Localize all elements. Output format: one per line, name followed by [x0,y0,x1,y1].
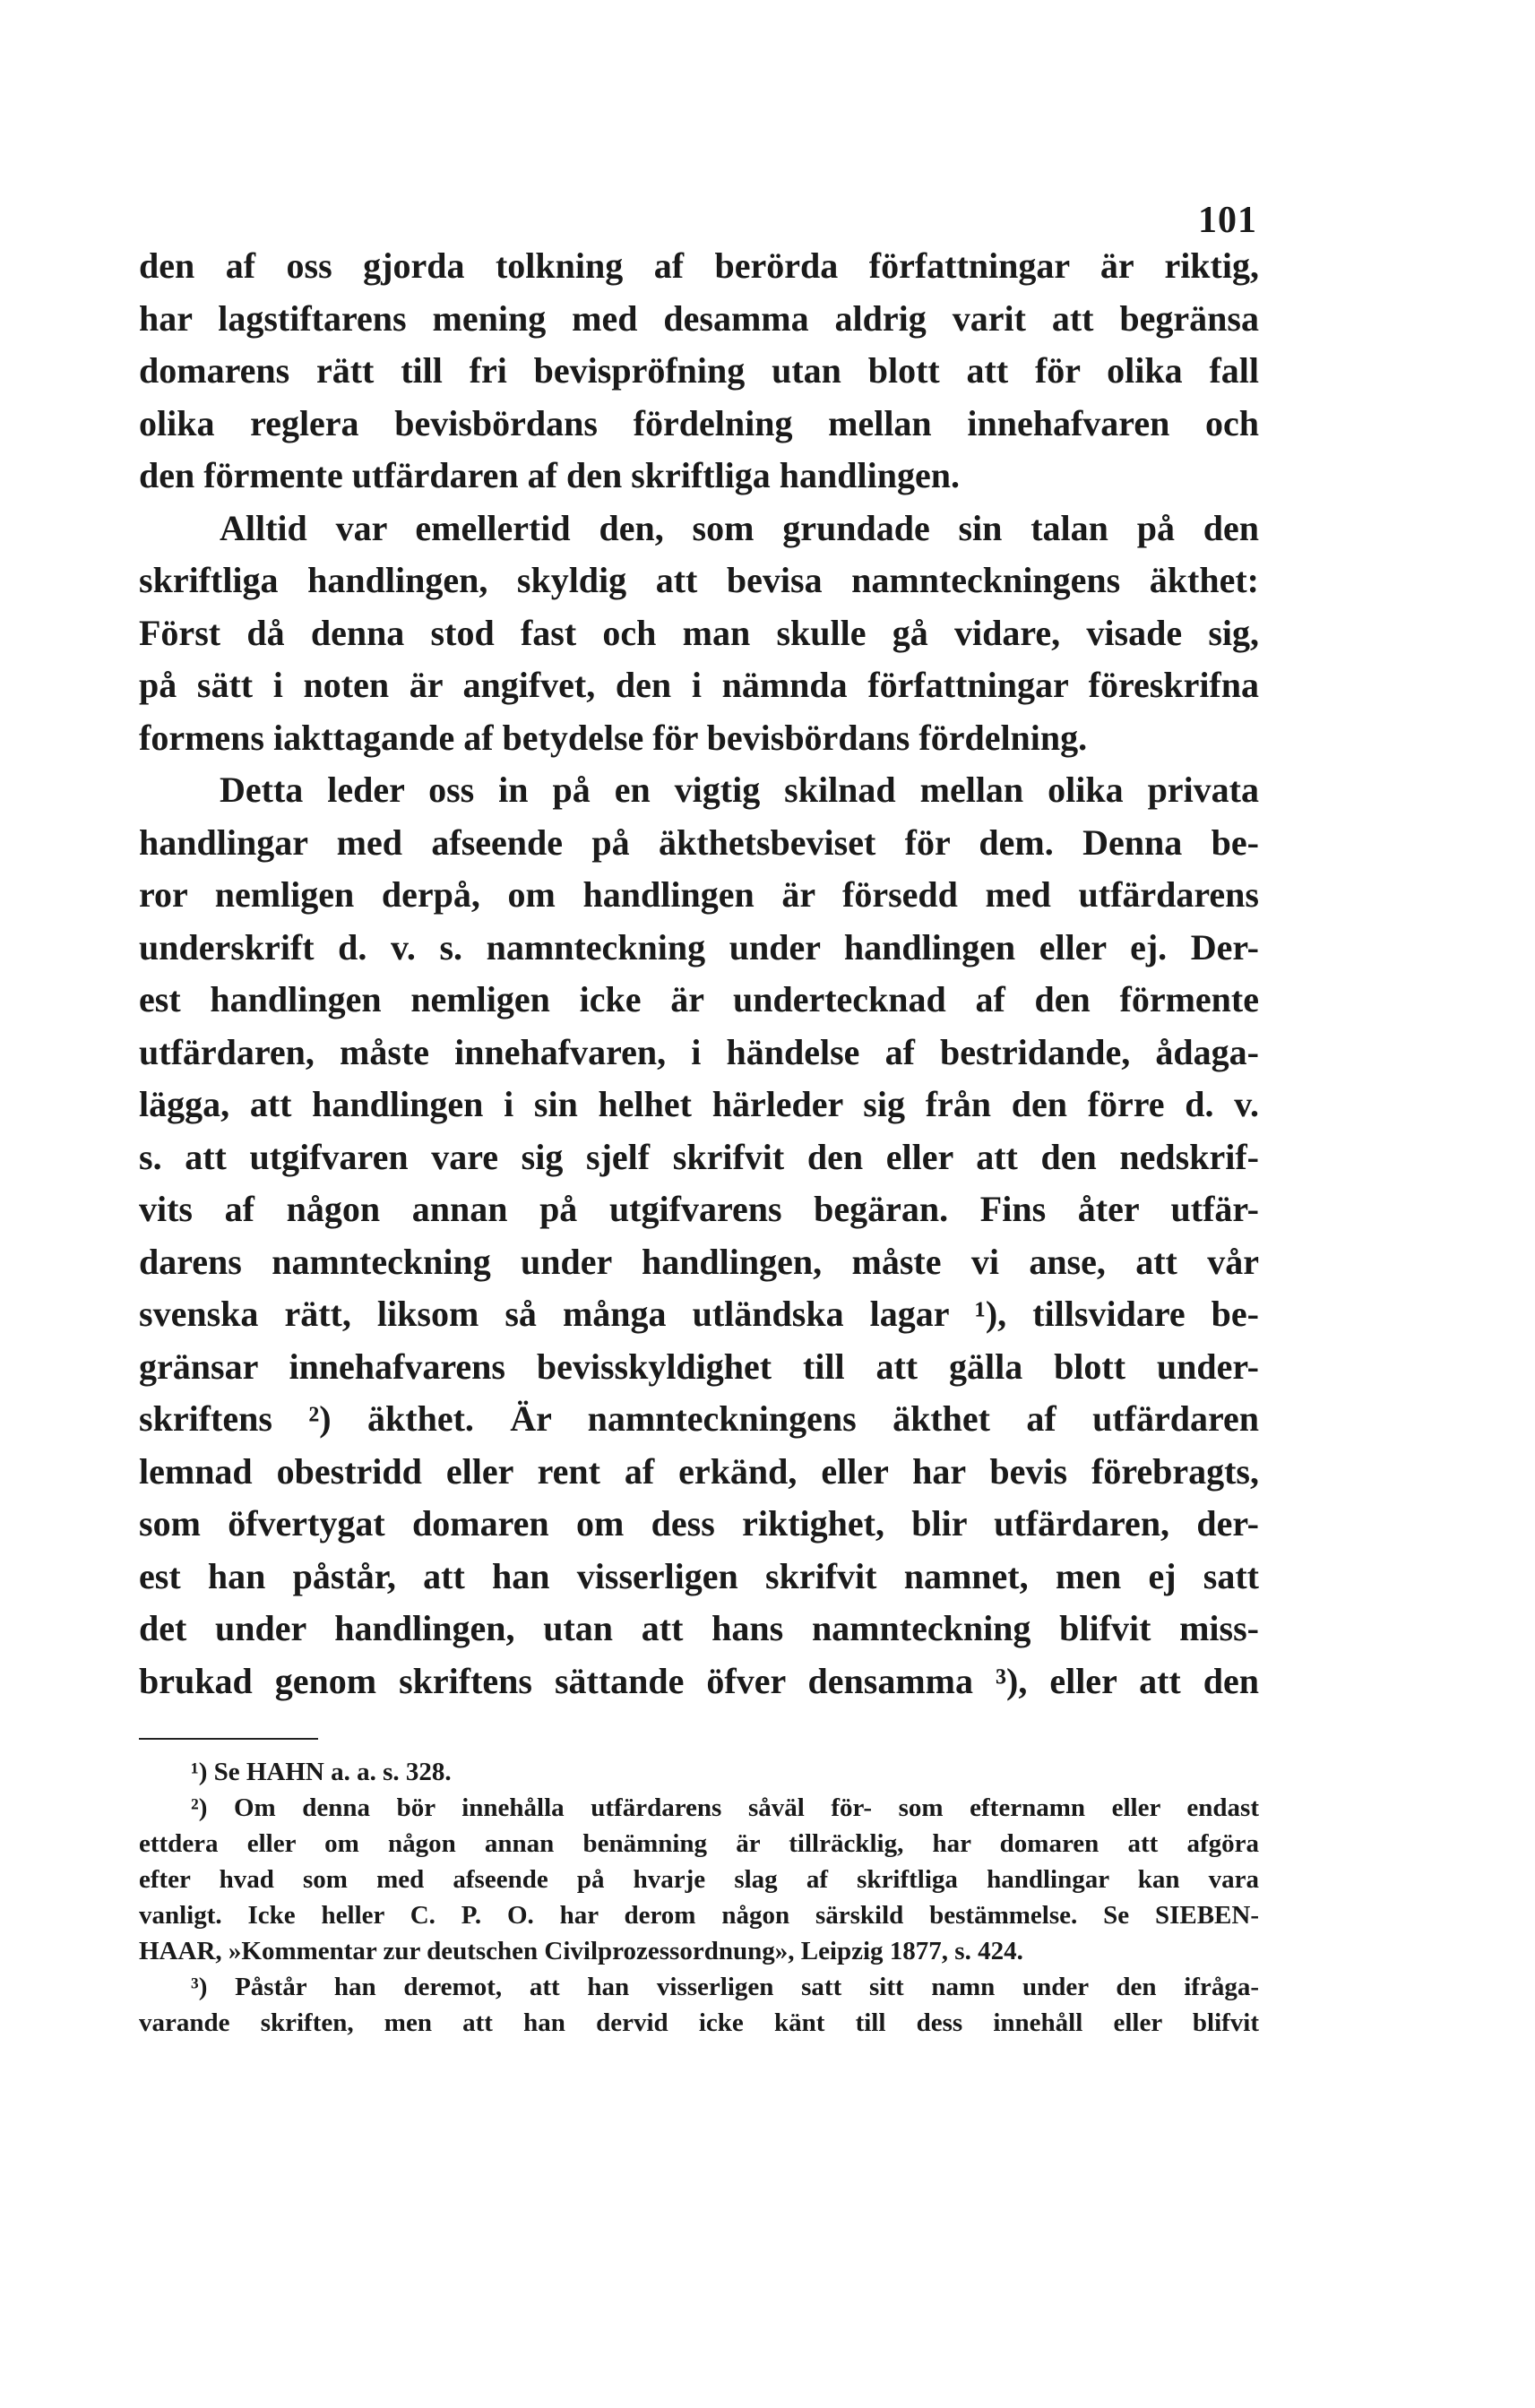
body-line: utfärdaren, måste innehafvaren, i händelse af bestridande, ådaga- [139,1031,1259,1072]
body-line: gränsar innehafvarens bevisskyldighet till att gälla blott under- [139,1346,1259,1387]
body-line: s. att utgifvaren vare sig sjelf skrifvit den eller att den nedskrif- [139,1136,1259,1177]
footnote-line: varande skriften, men att han dervid icke känt till dess innehåll eller blifvit [139,2008,1259,2037]
footnote-line: HAAR, »Kommentar zur deutschen Civilprozessordnung», Leipzig 1877, s. 424. [139,1937,1023,1965]
body-line: som öfvertygat domaren om dess riktighet, blir utfärdaren, der- [139,1503,1259,1544]
body-line: est han påstår, att han visserligen skrifvit namnet, men ej satt [139,1555,1259,1596]
footnote-3: ³) Påstår han deremot, att han visserligen satt sitt namn under den ifråga- [191,1973,1259,2001]
body-line: lemnad obestridd eller rent af erkänd, eller har bevis förebragts, [139,1450,1259,1492]
body-line: est handlingen nemligen icke är undertecknad af den förmente [139,979,1259,1019]
body-line: skriftliga handlingen, skyldig att bevisa namnteckningens äkthet: [139,560,1259,600]
paragraph-start-line: Detta leder oss in på en vigtig skilnad mellan olika privata [220,770,1259,810]
body-line: skriftens ²) äkthet. Är namnteckningens äkthet af utfärdaren [139,1398,1259,1439]
footnote-1: ¹) Se HAHN a. a. s. 328. [191,1758,452,1786]
body-line: ror nemligen derpå, om handlingen är försedd med utfärdarens [139,874,1259,915]
body-line: den af oss gjorda tolkning af berörda författningar är riktig, [139,245,1259,286]
body-text [139,240,1259,1707]
body-line: brukad genom skriftens sättande öfver densamma ³), eller att den [139,1660,1259,1701]
body-line: har lagstiftarens mening med desamma aldrig varit att begränsa [139,297,1259,339]
body-line: den förmente utfärdaren af den skriftliga handlingen. [139,455,960,495]
body-line: vits af någon annan på utgifvarens begäran. Fins åter utfär- [139,1189,1259,1229]
footnote-divider [139,1738,318,1740]
body-line: darens namnteckning under handlingen, måste vi anse, att vår [139,1241,1259,1282]
body-line: på sätt i noten är angifvet, den i nämnda författningar föreskrifna [139,665,1259,705]
footnote-2: ²) Om denna bör innehålla utfärdarens såväl för- som efternamn eller endast [191,1793,1259,1822]
footnote-line: vanligt. Icke heller C. P. O. har derom någon särskild bestämmelse. Se SIEBEN- [139,1901,1259,1930]
body-line: svenska rätt, liksom så många utländska lagar ¹), tillsvidare be- [139,1294,1259,1334]
body-line: Först då denna stod fast och man skulle gå vidare, visade sig, [139,612,1259,653]
body-line: lägga, att handlingen i sin helhet härleder sig från den förre d. v. [139,1084,1259,1124]
page-number: 101 [1198,200,1257,241]
body-line: underskrift d. v. s. namnteckning under handlingen eller ej. Der- [139,926,1259,968]
body-line: formens iakttagande af betydelse för bevisbördans fördelning. [139,717,1088,758]
body-line: olika reglera bevisbördans fördelning mellan innehafvaren och [139,402,1259,443]
footnote-line: ettdera eller om någon annan benämning är tillräcklig, har domaren att afgöra [139,1829,1259,1858]
footnotes [139,1754,1259,2041]
paragraph-start-line: Alltid var emellertid den, som grundade sin talan på den [220,507,1259,548]
footnote-line: efter hvad som med afseende på hvarje slag af skriftliga handlingar kan vara [139,1865,1259,1894]
body-line: domarens rätt till fri bevispröfning utan blott att för olika fall [139,350,1259,391]
body-line: det under handlingen, utan att hans namnteckning blifvit miss- [139,1608,1259,1648]
body-line: handlingar med afseende på äkthetsbeviset för dem. Denna be- [139,821,1259,863]
